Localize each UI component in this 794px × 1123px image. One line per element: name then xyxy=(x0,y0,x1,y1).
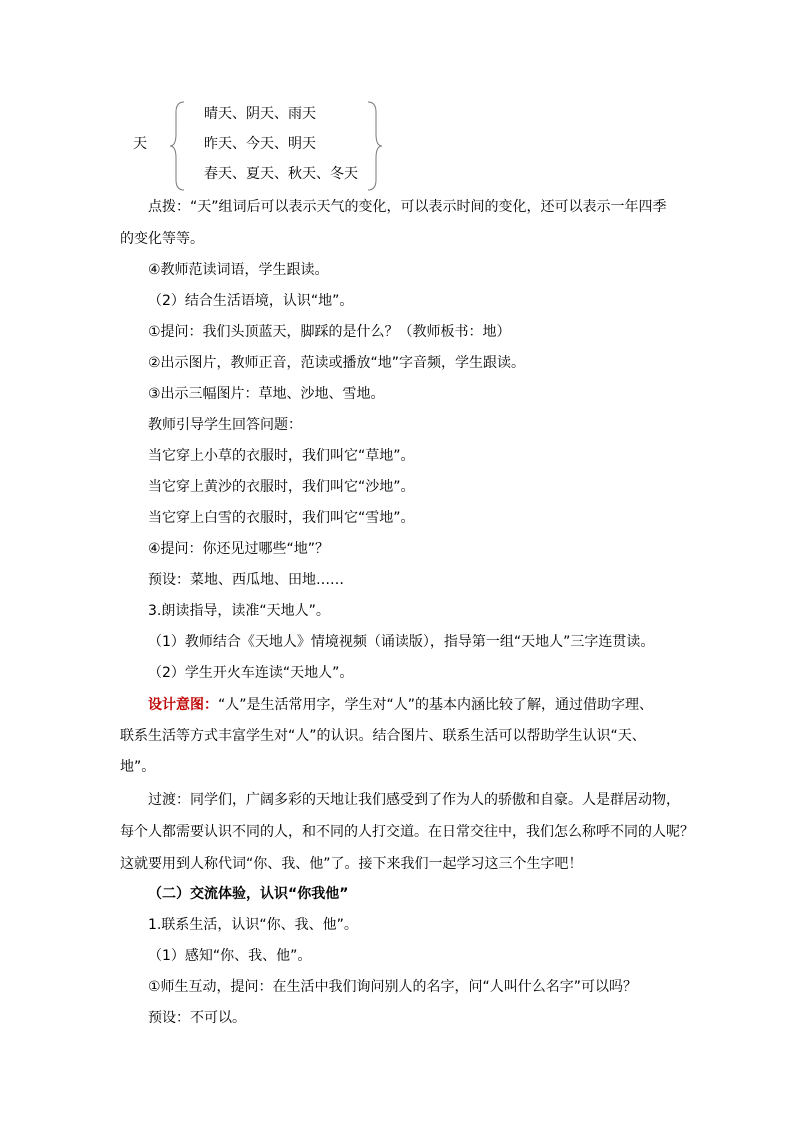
paragraph: ④教师范读词语，学生跟读。 xyxy=(148,262,329,278)
paragraph: ①师生互动，提问：在生活中我们询问别人的名字，问“人叫什么名字”可以吗？ xyxy=(148,979,638,995)
design-intent-line2: 联系生活等方式丰富学生对“人”的认识。结合图片、联系生活可以帮助学生认识“天、 xyxy=(120,728,646,744)
design-intent-line3: 地”。 xyxy=(120,759,156,775)
paragraph: 当它穿上小草的衣服时，我们叫它“草地”。 xyxy=(148,448,415,464)
tree-row-3: 春天、夏天、秋天、冬天 xyxy=(204,166,358,182)
paragraph: 当它穿上白雪的衣服时，我们叫它“雪地”。 xyxy=(148,510,415,526)
section-heading: （二）交流体验，认识“你我他” xyxy=(148,886,349,902)
hint-paragraph-line2: 的变化等等。 xyxy=(120,231,204,247)
tree-row-2: 昨天、今天、明天 xyxy=(204,136,316,152)
paragraph: （2）学生开火车连读“天地人”。 xyxy=(148,665,354,681)
paragraph: 3.朗读指导，读准“天地人”。 xyxy=(148,603,330,619)
tree-row-1: 晴天、阴天、雨天 xyxy=(204,106,316,122)
paragraph: ④提问：你还见过哪些“地”？ xyxy=(148,541,330,557)
transition-line3: 这就要用到人称代词“你、我、他”了。接下来我们一起学习这三个生字吧！ xyxy=(120,856,583,872)
paragraph: ①提问：我们头顶蓝天，脚踩的是什么？（教师板书：地） xyxy=(148,324,511,340)
transition-line2: 每个人都需要认识不同的人，和不同的人打交道。在日常交往中，我们怎么称呼不同的人呢？ xyxy=(120,824,694,840)
hint-paragraph-line1: 点拨：“天”组词后可以表示天气的变化，可以表示时间的变化，还可以表示一年四季 xyxy=(148,199,667,215)
paragraph: ②出示图片，教师正音，范读或播放“地”字音频，学生跟读。 xyxy=(148,355,526,371)
paragraph: 当它穿上黄沙的衣服时，我们叫它“沙地”。 xyxy=(148,479,415,495)
design-intent-text: “人”是生活常用字，学生对“人”的基本内涵比较了解，通过借助字理、 xyxy=(218,697,654,713)
design-intent-label: 设计意图： xyxy=(148,697,218,713)
paragraph: ③出示三幅图片：草地、沙地、雪地。 xyxy=(148,386,385,402)
paragraph: 预设：菜地、西瓜地、田地…… xyxy=(148,572,344,588)
paragraph: 预设：不可以。 xyxy=(148,1010,246,1026)
transition-line1: 过渡：同学们，广阔多彩的天地让我们感受到了作为人的骄傲和自豪。人是群居动物， xyxy=(148,792,680,808)
paragraph: （1）感知“你、我、他”。 xyxy=(148,948,312,964)
paragraph: （1）教师结合《天地人》情境视频（诵读版），指导第一组“天地人”三字连贯读。 xyxy=(148,634,655,650)
tree-root: 天 xyxy=(133,136,147,152)
paragraph: 教师引导学生回答问题： xyxy=(148,417,302,433)
paragraph: 1.联系生活，认识“你、我、他”。 xyxy=(148,917,358,933)
design-intent-line1 xyxy=(148,695,653,715)
paragraph: （2）结合生活语境，认识“地”。 xyxy=(148,293,354,309)
